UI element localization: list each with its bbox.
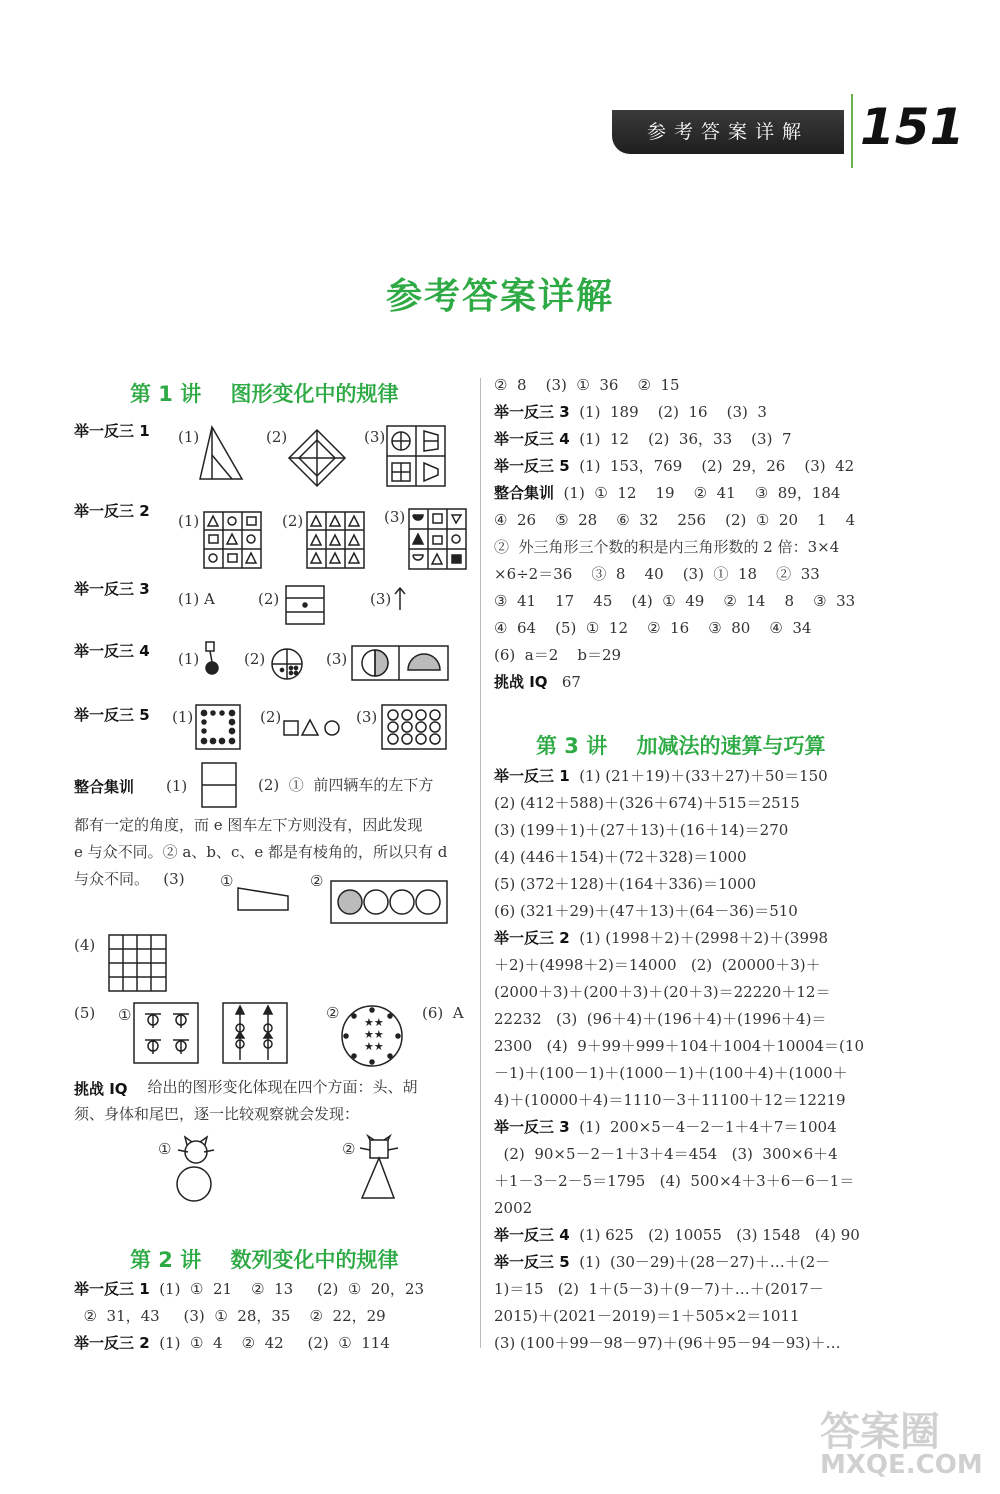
- dot-figure: [202, 640, 222, 678]
- page-number: 151: [860, 98, 965, 156]
- diamond-figure: [287, 428, 347, 488]
- part-label: (4): [74, 936, 96, 954]
- answer-text: (2) (412＋588)＋(326＋674)＋515＝2515: [494, 794, 800, 812]
- exercise-label: 举一反三 5: [494, 457, 570, 475]
- answer-line: [74, 1330, 390, 1357]
- exercise-label: 挑战 IQ: [74, 1080, 128, 1098]
- circle-grid-figure: [381, 704, 447, 750]
- triangle-grid-figure: [306, 511, 366, 569]
- answer-text: e 与众不同。② a、b、c、e 都是有棱角的，所以只有 d: [74, 843, 448, 861]
- part-label: (3): [356, 708, 378, 726]
- cat-figure-round: [172, 1136, 220, 1206]
- answer-text: (3) (100＋99－98－97)＋(96＋95－94－93)＋…: [494, 1334, 841, 1352]
- column-divider: [480, 378, 481, 1348]
- part-label: ②: [342, 1140, 356, 1158]
- section-title-lecture-2: 第 2 讲 数列变化中的规律: [130, 1248, 399, 1272]
- part-label: ①: [158, 1140, 172, 1158]
- part-label: (3): [326, 650, 348, 668]
- part-label: (3): [384, 508, 406, 526]
- answer-text: 给出的图形变化体现在四个方面：头、胡: [138, 1078, 418, 1096]
- answer-text: ④ 64 (5) ① 12 ② 16 ③ 80 ④ 34: [494, 619, 812, 637]
- box-figure: [285, 585, 327, 627]
- answer-text: －1)＋(100－1)＋(1000－1)＋(100＋4)＋(1000＋: [494, 1064, 848, 1082]
- part-label: ②: [326, 1004, 340, 1022]
- exercise-label: 举一反三 2: [74, 502, 150, 520]
- answer-text: ＋1－3－2－5＝1795 (4) 500×4＋3＋6－6－1＝: [494, 1172, 855, 1190]
- four-circles-figure: [330, 880, 448, 924]
- answer-text: 2300 (4) 9＋99＋999＋104＋1004＋10004＝(10: [494, 1037, 864, 1055]
- svg-text:★★: ★★: [364, 1016, 384, 1029]
- answer-text: (2000＋3)＋(200＋3)＋(20＋3)＝22220＋12＝: [494, 983, 831, 1001]
- figure-5-b: [222, 1002, 288, 1064]
- exercise-label: 挑战 IQ: [494, 673, 548, 691]
- part-label: ①: [118, 1006, 132, 1024]
- exercise-label: 整合集训: [494, 484, 555, 502]
- answer-text: ③ 41 17 45 (4) ① 49 ② 14 8 ③ 33: [494, 592, 856, 610]
- part-label: ②: [310, 872, 324, 890]
- arrow-up-icon: [393, 586, 407, 612]
- part-label: (1): [178, 512, 200, 530]
- answer-text: (1) (30－29)＋(28－27)＋…＋(2－: [569, 1253, 831, 1271]
- answer-text: 1)＝15 (2) 1＋(5－3)＋(9－7)＋…＋(2017－: [494, 1280, 824, 1298]
- figure-5-a: [133, 1002, 199, 1064]
- answer-line: [494, 480, 840, 507]
- answer-text: ×6÷2＝36 ③ 8 40 (3) ① 18 ② 33: [494, 565, 820, 583]
- answer-line: [494, 426, 792, 453]
- answer-text: ＋2)＋(4998＋2)＝14000 (2) (20000＋3)＋: [494, 956, 821, 974]
- answer-line: [494, 399, 767, 426]
- answer-text: (4) (446＋154)＋(72＋328)＝1000: [494, 848, 747, 866]
- answer-text: 67: [547, 673, 581, 691]
- part-label: (3): [370, 590, 392, 608]
- answer-text: (1) (1998＋2)＋(2998＋2)＋(3998: [569, 929, 829, 947]
- answer-line: [494, 763, 828, 790]
- answer-text: ② 31，43 (3) ① 28，35 ② 22，29: [74, 1307, 386, 1325]
- half-shape-grid-figure: [408, 508, 468, 570]
- exercise-label: 举一反三 4: [494, 1226, 570, 1244]
- answer-text: (1) A: [178, 590, 215, 608]
- answer-text: 都有一定的角度，而 e 图车左下方则没有，因此发现: [74, 816, 423, 834]
- exercise-label: 举一反三 2: [494, 929, 570, 947]
- answer-line: [494, 669, 581, 696]
- watermark-logo: 答案圈: [820, 1409, 940, 1455]
- star-circle-figure: [340, 1004, 406, 1070]
- dot-square-figure: [195, 704, 241, 750]
- section-title-lecture-1: 第 1 讲 图形变化中的规律: [130, 382, 399, 406]
- section-title-lecture-3: 第 3 讲 加减法的速算与巧算: [536, 734, 826, 758]
- part-label: (2): [258, 590, 280, 608]
- exercise-label: 举一反三 3: [74, 580, 150, 598]
- answer-text: (2) 90×5－2－1＋3＋4＝454 (3) 300×6＋4: [494, 1145, 838, 1163]
- answer-text: 4)＋(10000＋4)＝1110－3＋11100＋12＝12219: [494, 1091, 846, 1109]
- part-label: (2): [244, 650, 266, 668]
- part-label: (3): [364, 428, 386, 446]
- exercise-label: 举一反三 3: [494, 1118, 570, 1136]
- exercise-label: 举一反三 3: [494, 403, 570, 421]
- answer-text: (1) 12 (2) 36，33 (3) 7: [569, 430, 792, 448]
- answer-text: (6) a＝2 b＝29: [494, 646, 622, 664]
- answer-line: [494, 453, 854, 480]
- part-label: (1): [166, 777, 188, 795]
- answer-line: [74, 1276, 424, 1303]
- answer-text: (1) (21＋19)＋(33＋27)＋50＝150: [569, 767, 828, 785]
- exercise-label: 举一反三 1: [494, 767, 570, 785]
- exercise-label: 举一反三 1: [74, 1280, 150, 1298]
- split-box-figure: [201, 762, 237, 808]
- circle-semicircle-figure: [351, 645, 449, 683]
- answer-text: 2015)＋(2021－2019)＝1＋505×2＝1011: [494, 1307, 800, 1325]
- answer-text: (2) ① 前四辆车的左下方: [258, 776, 434, 794]
- answer-text: (6) A: [422, 1004, 464, 1022]
- grid-4x4-figure: [108, 934, 168, 992]
- grid-figure: [386, 425, 446, 487]
- svg-text:★★: ★★: [364, 1040, 384, 1053]
- exercise-label: 举一反三 5: [494, 1253, 570, 1271]
- answer-line: [494, 925, 828, 952]
- answer-text: (1) 200×5－4－2－1＋4＋7＝1004: [569, 1118, 837, 1136]
- watermark-url: MXQE.COM: [820, 1450, 983, 1480]
- answer-text: 22232 (3) (96＋4)＋(196＋4)＋(1996＋4)＝: [494, 1010, 827, 1028]
- svg-text:★★: ★★: [364, 1028, 384, 1041]
- answer-text: (5) (372＋128)＋(164＋336)＝1000: [494, 875, 757, 893]
- quarter-circle-figure: [271, 648, 305, 682]
- part-label: ①: [220, 872, 234, 890]
- answer-text: ② 8 (3) ① 36 ② 15: [494, 376, 680, 394]
- exercise-label: 举一反三 5: [74, 706, 150, 724]
- answer-text: ④ 26 ⑤ 28 ⑥ 32 256 (2) ① 20 1 4: [494, 511, 856, 529]
- part-label: (1): [178, 650, 200, 668]
- part-label: (2): [260, 708, 282, 726]
- answer-text: (1) ① 4 ② 42 (2) ① 114: [149, 1334, 390, 1352]
- answer-text: ② 外三角形三个数的积是内三角形数的 2 倍：3×4: [494, 538, 840, 556]
- header-banner: 参考答案详解: [612, 110, 844, 154]
- trapezoid-figure: [236, 884, 292, 912]
- part-label: (1): [172, 708, 194, 726]
- answer-text: 须、身体和尾巴，逐一比较观察就会发现：: [74, 1105, 360, 1123]
- answer-line: [494, 1114, 837, 1141]
- answer-line: [494, 1222, 860, 1249]
- answer-text: (1) 625 (2) 10055 (3) 1548 (4) 90: [569, 1226, 860, 1244]
- answer-text: (1) 153，769 (2) 29，26 (3) 42: [569, 457, 855, 475]
- answer-text: (3) (199＋1)＋(27＋13)＋(16＋14)＝270: [494, 821, 789, 839]
- exercise-label: 整合集训: [74, 778, 135, 796]
- header-divider: [851, 94, 853, 168]
- exercise-label: 举一反三 2: [74, 1334, 150, 1352]
- square-triangle-circle-figure: [282, 716, 342, 738]
- part-label: (2): [266, 428, 288, 446]
- part-label: (1): [178, 428, 200, 446]
- answer-line: [494, 1249, 830, 1276]
- shape-grid-figure: [203, 511, 263, 569]
- triangle-figure: [198, 425, 248, 483]
- answer-text: (1) ① 21 ② 13 (2) ① 20，23: [149, 1280, 424, 1298]
- part-label: (5): [74, 1004, 96, 1022]
- answer-text: 2002: [494, 1199, 533, 1217]
- answer-text: (1) ① 12 19 ② 41 ③ 89，184: [554, 484, 841, 502]
- cat-figure-triangle: [356, 1136, 404, 1206]
- exercise-label: 举一反三 1: [74, 422, 150, 440]
- part-label: (2): [282, 512, 304, 530]
- exercise-label: 举一反三 4: [74, 642, 150, 660]
- answer-text: (1) 189 (2) 16 (3) 3: [569, 403, 767, 421]
- answer-text: (6) (321＋29)＋(47＋13)＋(64－36)＝510: [494, 902, 798, 920]
- page-title: 参考答案详解: [385, 276, 614, 317]
- answer-text: 与众不同。 (3): [74, 870, 185, 888]
- exercise-label: 举一反三 4: [494, 430, 570, 448]
